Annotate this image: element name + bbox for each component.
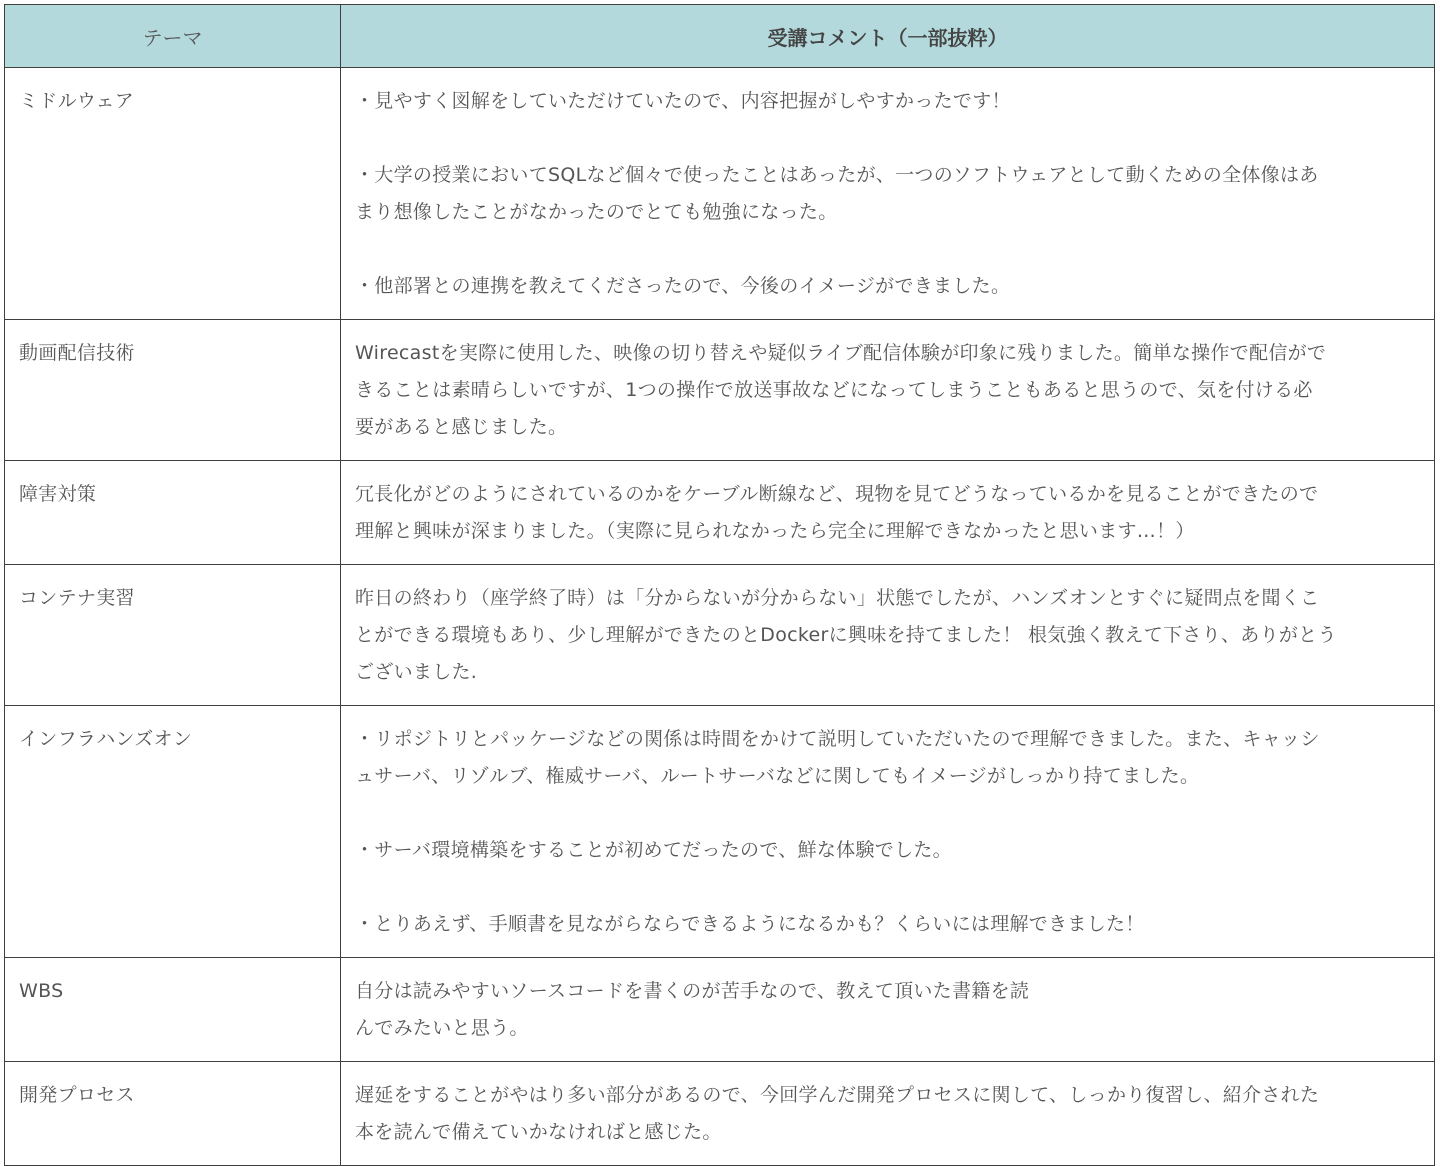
comment-content <box>355 958 1420 1061</box>
table-row <box>5 320 1435 461</box>
comment-paragraph <box>355 906 1420 943</box>
theme-cell <box>5 958 341 1062</box>
comment-line: Wirecastを実際に使用した、映像の切り替えや疑似ライブ配信体験が印象に残りました。簡単な操作で配信がで <box>355 342 1327 364</box>
comment-content <box>355 68 1420 319</box>
comment-line: 要があると感じました。 <box>355 416 568 438</box>
theme-cell <box>5 565 341 706</box>
comment-line: ・大学の授業においてSQLなど個々で使ったことはあったが、一つのソフトウェアとして動くための全体像はあ <box>355 164 1319 186</box>
theme-cell <box>5 461 341 565</box>
comment-line: 遅延をすることがやはり多い部分があるので、今回学んだ開発プロセスに関して、しっかり復習し、紹介された <box>355 1084 1320 1106</box>
comment-line: ・リポジトリとパッケージなどの関係は時間をかけて説明していただいたので理解できました。また、キャッシ <box>355 728 1320 750</box>
comment-paragraph <box>355 1077 1420 1151</box>
comment-paragraph <box>355 83 1420 120</box>
theme-text: インフラハンズオン <box>19 728 193 750</box>
comment-line: きることは素晴らしいですが、1つの操作で放送事故などになってしまうこともあると思うので、気を付ける必 <box>355 379 1313 401</box>
comment-line: まり想像したことがなかったのでとても勉強になった。 <box>355 201 838 223</box>
comment-line: ・サーバ環境構築をすることが初めてだったので、鮮な体験でした。 <box>355 839 952 861</box>
comment-content <box>355 320 1420 460</box>
theme-text: 動画配信技術 <box>19 342 135 364</box>
comment-line: ございました. <box>355 661 478 683</box>
table-row <box>5 461 1435 565</box>
comment-line: とができる環境もあり、少し理解ができたのとDockerに興味を持てました！ 根気強く教えて下さり、ありがとう <box>355 624 1337 646</box>
comment-cell <box>341 565 1435 706</box>
comment-cell <box>341 958 1435 1062</box>
comment-paragraph <box>355 832 1420 869</box>
comment-content <box>355 461 1420 564</box>
theme-text: コンテナ実習 <box>19 587 135 609</box>
table-header-row <box>5 5 1435 68</box>
comment-paragraph <box>355 476 1420 550</box>
theme-cell <box>5 68 341 320</box>
comment-paragraph <box>355 721 1420 795</box>
theme-text: 障害対策 <box>19 483 97 505</box>
table-row <box>5 958 1435 1062</box>
theme-text: ミドルウェア <box>19 90 135 112</box>
comment-cell <box>341 1062 1435 1166</box>
comment-paragraph <box>355 335 1420 446</box>
theme-text: 開発プロセス <box>19 1084 135 1106</box>
comment-line: 冗長化がどのようにされているのかをケーブル断線など、現物を見てどうなっているかを見ることができたので <box>355 483 1319 505</box>
comment-paragraph <box>355 157 1420 231</box>
comment-paragraph <box>355 580 1420 691</box>
comment-table-wrapper <box>4 4 1434 1166</box>
comment-line: ・とりあえず、手順書を見ながらならできるようになるかも？くらいには理解できました！ <box>355 913 1145 935</box>
comment-line: ・他部署との連携を教えてくださったので、今後のイメージができました。 <box>355 275 1011 297</box>
table-row <box>5 1062 1435 1166</box>
comment-line: 昨日の終わり（座学終了時）は「分からないが分からない」状態でしたが、ハンズオンとすぐに疑問点を聞くこ <box>355 587 1320 609</box>
comment-content <box>355 565 1420 705</box>
comment-line: ・見やすく図解をしていただけていたので、内容把握がしやすかったです！ <box>355 90 1011 112</box>
comment-cell <box>341 706 1435 958</box>
comment-line: んでみたいと思う。 <box>355 1017 529 1039</box>
comment-column-header: 受講コメント（一部抜粋） <box>341 5 1435 68</box>
comment-cell <box>341 68 1435 320</box>
comment-cell <box>341 320 1435 461</box>
comment-line: 理解と興味が深まりました。（実際に見られなかったら完全に理解できなかったと思います…！） <box>355 520 1195 542</box>
theme-text: WBS <box>19 980 64 1002</box>
theme-cell <box>5 1062 341 1166</box>
comment-paragraph <box>355 973 1420 1047</box>
comment-paragraph <box>355 268 1420 305</box>
comment-content <box>355 706 1420 957</box>
theme-cell <box>5 320 341 461</box>
comment-cell <box>341 461 1435 565</box>
comment-table <box>4 4 1435 1166</box>
comment-line: 自分は読みやすいソースコードを書くのが苦手なので、教えて頂いた書籍を読 <box>355 980 1030 1002</box>
theme-column-header: テーマ <box>5 5 341 68</box>
comment-content <box>355 1062 1420 1165</box>
table-row <box>5 706 1435 958</box>
comment-line: 本を読んで備えていかなければと感じた。 <box>355 1121 722 1143</box>
theme-cell <box>5 706 341 958</box>
table-row <box>5 565 1435 706</box>
comment-line: ュサーバ、リゾルブ、権威サーバ、ルートサーバなどに関してもイメージがしっかり持てました。 <box>355 765 1200 787</box>
table-row <box>5 68 1435 320</box>
table-body <box>5 68 1435 1166</box>
